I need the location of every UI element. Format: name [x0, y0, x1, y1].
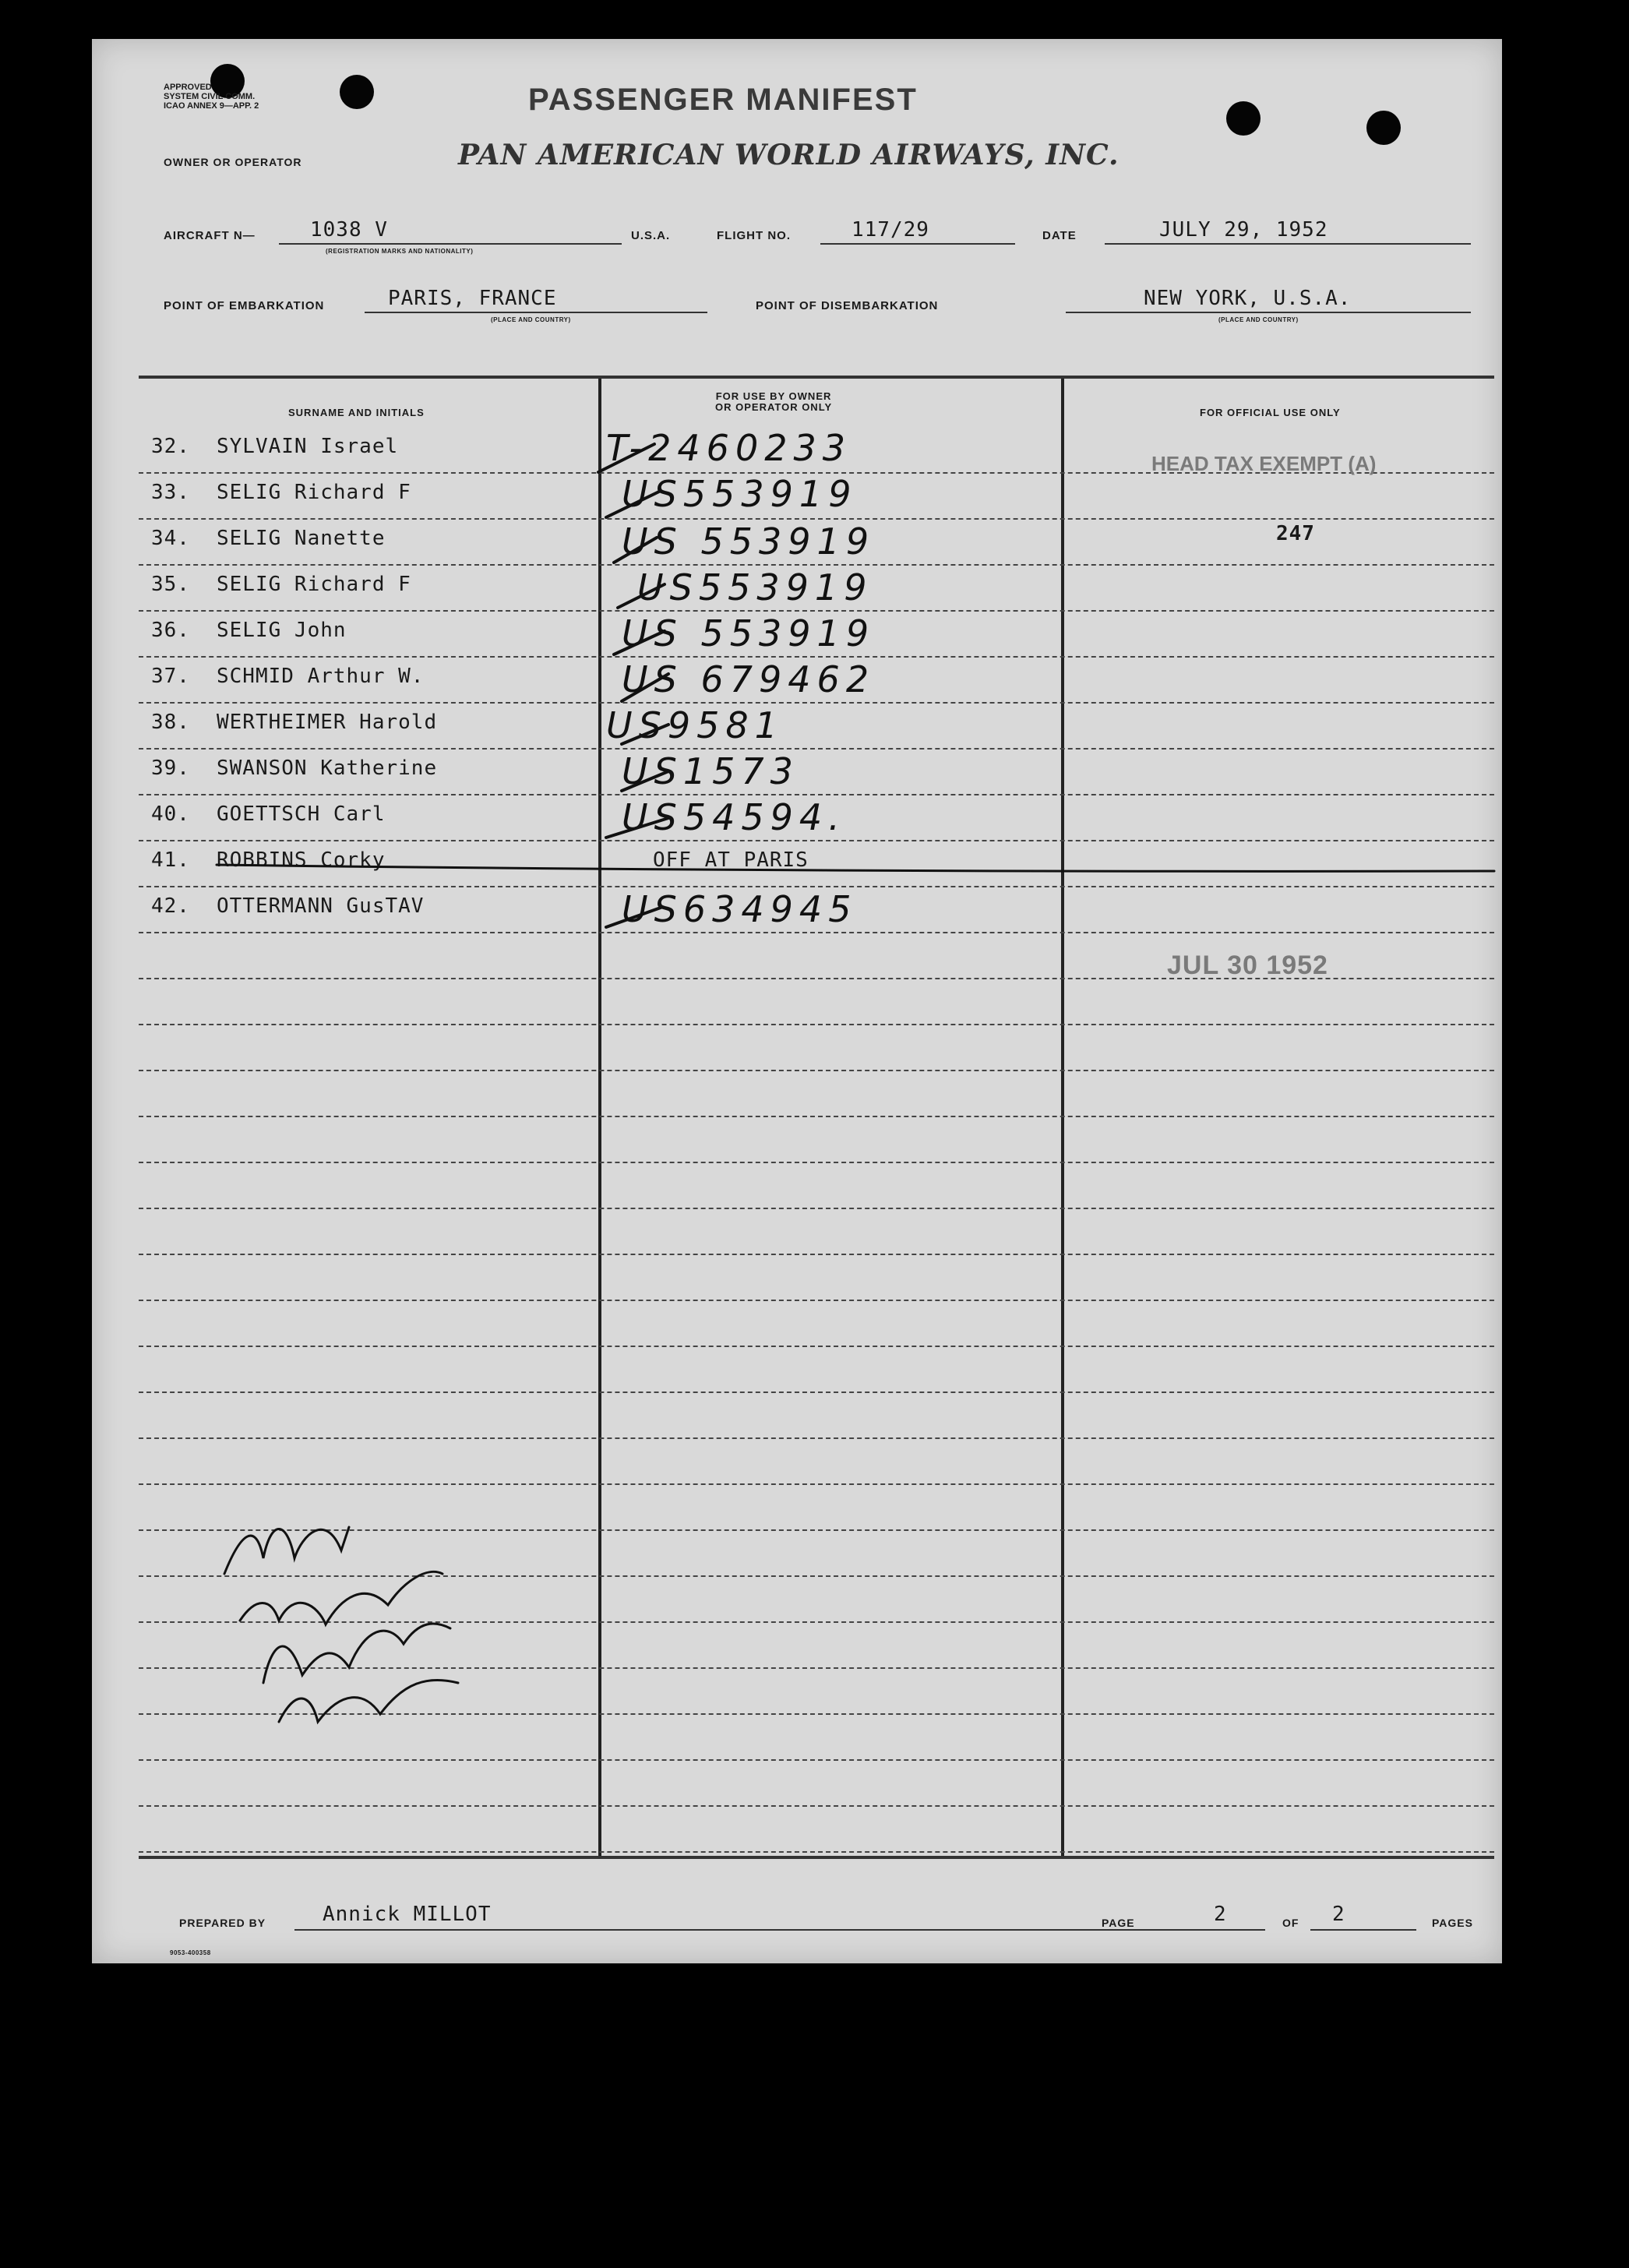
operator-name: PAN AMERICAN WORLD AIRWAYS, INC. [458, 139, 1119, 171]
document-number: US553919 [637, 566, 873, 608]
document-number: US 553919 [622, 520, 876, 563]
passenger-name: OTTERMANN GusTAV [217, 894, 425, 918]
embark-label: POINT OF EMBARKATION [164, 299, 325, 312]
col-header-official: FOR OFFICIAL USE ONLY [1200, 407, 1341, 418]
document-number: OFF AT PARIS [653, 848, 809, 872]
document-number: US9581 [606, 704, 784, 746]
row-number: 36. [151, 619, 190, 642]
document-number: US553919 [622, 473, 858, 515]
row-number: 42. [151, 894, 190, 918]
col-header-surname: SURNAME AND INITIALS [288, 407, 425, 418]
head-tax-stamp: HEAD TAX EXEMPT (A) [1151, 452, 1377, 475]
row-number: 39. [151, 757, 190, 780]
row-number: 35. [151, 573, 190, 596]
aircraft-label: AIRCRAFT N— [164, 229, 256, 242]
row-number: 40. [151, 802, 190, 826]
document-number: T-2460233 [606, 427, 852, 469]
passenger-name: SYLVAIN Israel [217, 435, 399, 458]
owner-label: OWNER OR OPERATOR [164, 156, 302, 168]
page-label: PAGE [1102, 1917, 1135, 1929]
flight-date: JULY 29, 1952 [1159, 218, 1328, 242]
aircraft-number: 1038 V [310, 218, 388, 242]
page-total: 2 [1332, 1903, 1345, 1926]
passenger-name: SELIG Richard F [217, 573, 411, 596]
flight-number: 117/29 [852, 218, 929, 242]
passenger-name: ROBBINS Corky [217, 848, 386, 872]
disembark-label: POINT OF DISEMBARKATION [756, 299, 939, 312]
flight-label: FLIGHT NO. [717, 229, 791, 242]
date-label: DATE [1042, 229, 1077, 242]
approval-note: APPROVED SYSTEM CIVIL COMM. ICAO ANNEX 9—APP. 2 [164, 83, 259, 111]
passenger-name: SWANSON Katherine [217, 757, 438, 780]
nationality: U.S.A. [631, 229, 671, 242]
official-count: 247 [1276, 522, 1315, 545]
form-code: 9053-400358 [170, 1949, 211, 1956]
of-label: OF [1282, 1917, 1299, 1929]
row-number: 34. [151, 527, 190, 550]
page-number: 2 [1214, 1903, 1227, 1926]
document-number: US634945 [622, 888, 858, 930]
embark-place: PARIS, FRANCE [388, 287, 557, 310]
document-number: US 679462 [622, 658, 876, 700]
passenger-name: SELIG Richard F [217, 481, 411, 504]
passenger-name: WERTHEIMER Harold [217, 711, 438, 734]
document-number: US 553919 [622, 612, 876, 654]
place-note: (PLACE AND COUNTRY) [1218, 316, 1299, 323]
received-date-stamp: JUL 30 1952 [1167, 951, 1328, 980]
prepared-label: PREPARED BY [179, 1917, 266, 1929]
manifest-sheet [92, 39, 1502, 1963]
prepared-by: Annick MILLOT [323, 1903, 492, 1926]
pages-label: PAGES [1432, 1917, 1473, 1929]
passenger-name: GOETTSCH Carl [217, 802, 386, 826]
row-number: 32. [151, 435, 190, 458]
table-bottom-rule [139, 1856, 1494, 1859]
document-number: US54594. [622, 796, 846, 838]
document-number: US1573 [622, 750, 799, 792]
passenger-name: SELIG John [217, 619, 347, 642]
handwritten-signature [209, 1488, 466, 1745]
registration-note: (REGISTRATION MARKS AND NATIONALITY) [326, 248, 474, 255]
passenger-name: SCHMID Arthur W. [217, 665, 425, 688]
passenger-name: SELIG Nanette [217, 527, 386, 550]
col-header-owner: FOR USE BY OWNER OR OPERATOR ONLY [715, 390, 833, 413]
disembark-place: NEW YORK, U.S.A. [1144, 287, 1352, 310]
row-number: 37. [151, 665, 190, 688]
row-number: 38. [151, 711, 190, 734]
form-title: PASSENGER MANIFEST [528, 83, 918, 117]
row-number: 41. [151, 848, 190, 872]
row-number: 33. [151, 481, 190, 504]
place-note: (PLACE AND COUNTRY) [491, 316, 571, 323]
